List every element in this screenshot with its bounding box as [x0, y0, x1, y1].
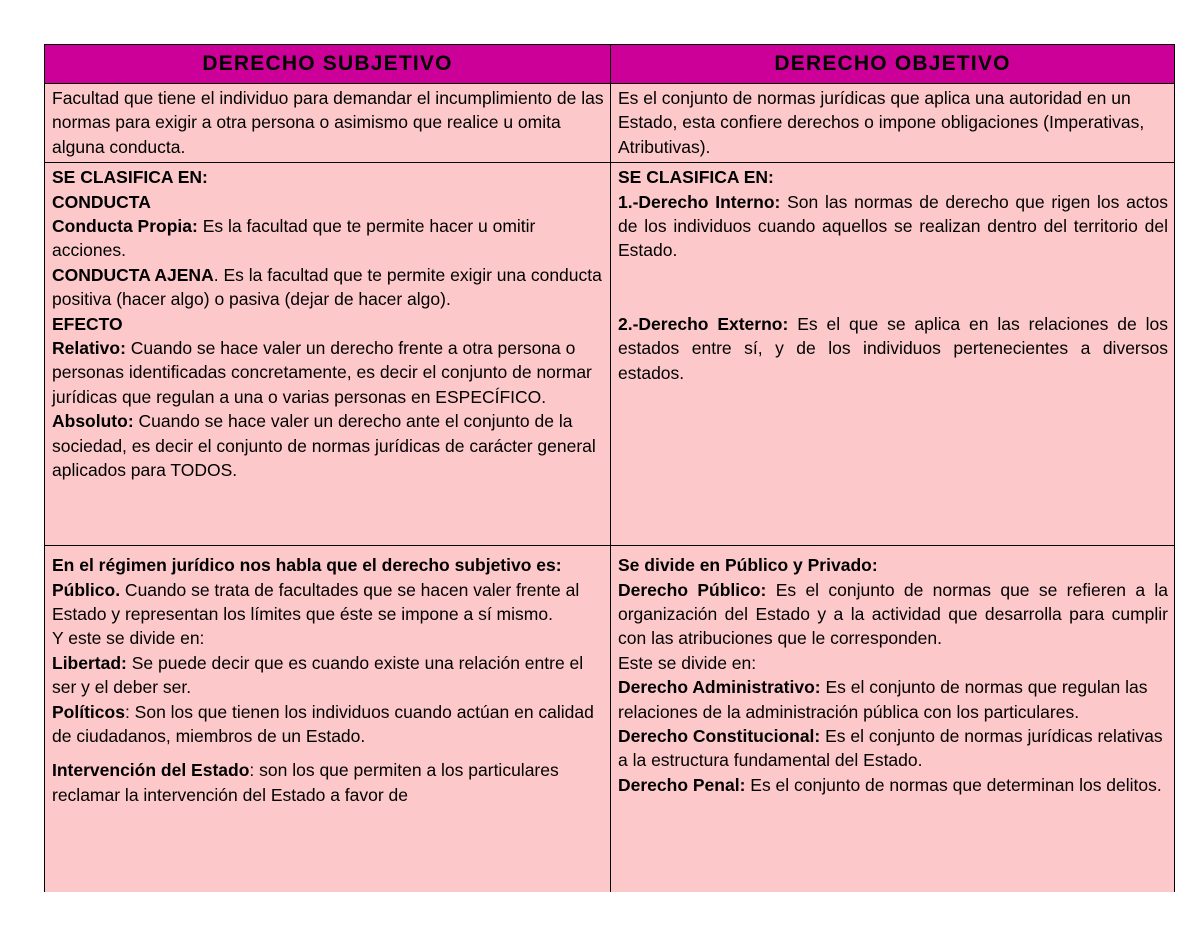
publico-text: Cuando se trata de facultades que se hacen valer frente al Estado y representan los límites que éste se impone a sí mismo.	[52, 579, 580, 625]
relativo-paragraph	[52, 336, 604, 409]
politicos-term: Políticos	[52, 701, 125, 722]
conducta-heading: CONDUCTA	[52, 191, 151, 212]
derecho-administrativo-paragraph	[618, 675, 1168, 724]
subjetivo-classification	[45, 163, 611, 546]
relativo-term: Relativo:	[52, 338, 126, 359]
classification-row	[45, 163, 1175, 546]
regimen-row	[45, 546, 1175, 893]
classification-title: SE CLASIFICA EN:	[52, 167, 208, 188]
subjetivo-regimen	[45, 546, 611, 893]
derecho-administrativo-text: Es el conjunto de normas que regulan las relaciones de la administración pública con los particulares.	[618, 677, 1148, 722]
derecho-externo-text: Es el que se aplica en las relaciones de los estados entre sí, y de los individuos pertenecientes a diversos estados.	[618, 313, 1168, 383]
derecho-interno-paragraph	[618, 190, 1168, 263]
derecho-penal-text: Es el conjunto de normas que determinan los delitos.	[745, 774, 1162, 795]
derecho-publico-paragraph	[618, 578, 1168, 651]
publico-paragraph	[52, 578, 604, 627]
derecho-constitucional-paragraph	[618, 724, 1168, 773]
divide-text-right: Este se divide en:	[618, 652, 757, 673]
derecho-penal-paragraph	[618, 773, 1168, 797]
classification-title-right: SE CLASIFICA EN:	[618, 167, 774, 188]
derecho-penal-term: Derecho Penal:	[618, 774, 746, 795]
definition-row	[45, 84, 1175, 163]
relativo-text: Cuando se hace valer un derecho frente a otra persona o personas identificadas concretamente, es decir el conjunto de normar jurídicas que regulan a una o varias personas en ESPECÍFICO.	[52, 338, 592, 407]
intervencion-text: : son los que permiten a los particulares reclamar la intervención del Estado a favor de	[52, 760, 559, 805]
header-derecho-objetivo: DERECHO OBJETIVO	[611, 45, 1175, 84]
derecho-constitucional-text: Es el conjunto de normas jurídicas relativas a la estructura fundamental del Estado.	[618, 726, 1163, 771]
divide-text: Y este se divide en:	[52, 628, 205, 649]
derecho-externo-paragraph	[618, 312, 1168, 385]
conducta-propia-text: Es la facultad que te permite hacer u omitir acciones.	[52, 216, 536, 261]
libertad-text: Se puede decir que es cuando existe una relación entre el ser y el deber ser.	[52, 652, 584, 698]
intervencion-term: Intervención del Estado	[52, 760, 250, 781]
derecho-interno-text: Son las normas de derecho que rigen los actos de los individuos cuando aquellos se realizan dentro del territorio del Estado.	[618, 191, 1168, 261]
objetivo-classification	[611, 163, 1175, 546]
objetivo-regimen	[611, 546, 1175, 893]
intervencion-paragraph	[52, 758, 604, 807]
derecho-constitucional-term: Derecho Constitucional:	[618, 726, 821, 747]
derecho-interno-term: 1.-Derecho Interno:	[618, 191, 781, 212]
derecho-externo-term: 2.-Derecho Externo:	[618, 313, 789, 334]
politicos-paragraph	[52, 700, 604, 749]
politicos-text: : Son los que tienen los individuos cuando actúan en calidad de ciudadanos, miembros de un Estado.	[52, 701, 594, 747]
absoluto-text: Cuando se hace valer un derecho ante el conjunto de la sociedad, es decir el conjunto de normas jurídicas de carácter general aplicados para TODOS.	[52, 411, 596, 481]
regimen-intro: En el régimen jurídico nos habla que el derecho subjetivo es:	[52, 555, 562, 576]
header-row	[45, 45, 1175, 84]
absoluto-term: Absoluto:	[52, 411, 134, 432]
derecho-publico-term: Derecho Público:	[618, 579, 767, 600]
regimen-intro-right: Se divide en Público y Privado:	[618, 555, 878, 576]
comparison-table	[44, 44, 1175, 892]
header-derecho-subjetivo: DERECHO SUBJETIVO	[45, 45, 611, 84]
subjetivo-definition: Facultad que tiene el individuo para demandar el incumplimiento de las normas para exigir a otra persona o asimismo que realice u omita alguna conducta.	[45, 84, 611, 163]
absoluto-paragraph	[52, 409, 604, 482]
derecho-publico-text: Es el conjunto de normas que se refieren a la organización del Estado y a la actividad que desarrolla para cumplir con las atribuciones que le corresponden.	[618, 579, 1168, 649]
conducta-propia-term: Conducta Propia:	[52, 216, 198, 237]
conducta-propia-paragraph	[52, 214, 604, 263]
libertad-paragraph	[52, 651, 604, 700]
libertad-term: Libertad:	[52, 652, 127, 673]
conducta-ajena-paragraph	[52, 263, 604, 312]
efecto-heading: EFECTO	[52, 313, 123, 334]
derecho-administrativo-term: Derecho Administrativo:	[618, 677, 821, 698]
objetivo-definition: Es el conjunto de normas jurídicas que aplica una autoridad en un Estado, esta confiere derechos o impone obligaciones (Imperativas, Atributivas).	[611, 84, 1175, 163]
conducta-ajena-text: . Es la facultad que te permite exigir una conducta positiva (hacer algo) o pasiva (dejar de hacer algo).	[52, 264, 602, 310]
conducta-ajena-term: CONDUCTA AJENA	[52, 264, 214, 285]
publico-term: Público.	[52, 579, 121, 600]
